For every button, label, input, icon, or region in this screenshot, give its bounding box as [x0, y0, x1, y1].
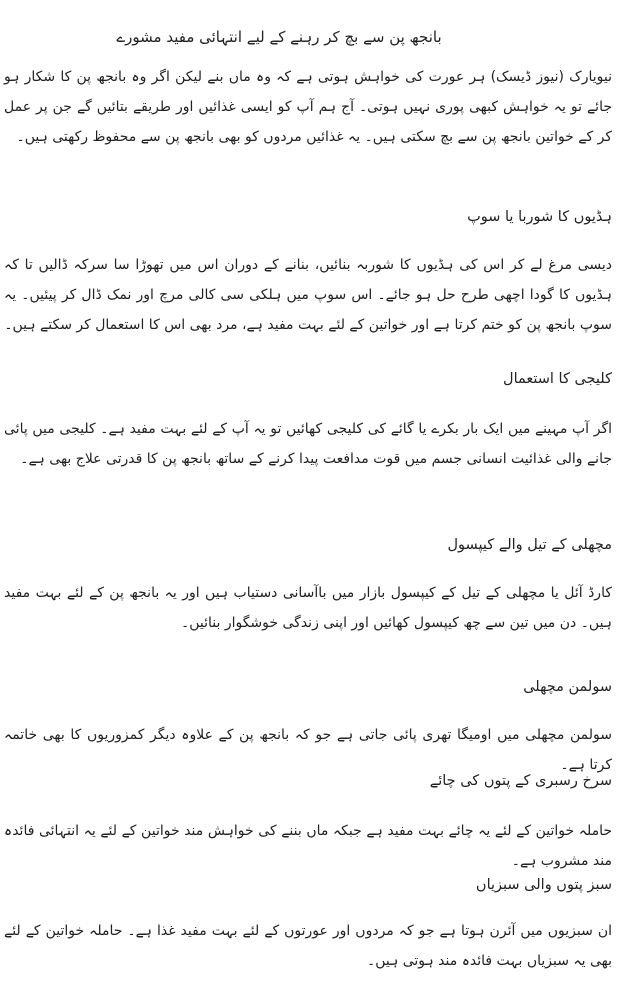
section-paragraph: ان سبزیوں میں آئرن ہوتا ہے جو کہ مردوں اور عورتوں کے لئے بہت مفید غذا ہے۔ حاملہ خواتین کے لئے بھی یہ سبزیاں بہت فائدہ مند ہوتی ہیں۔	[4, 923, 612, 969]
section-heading: سرخ رسبری کے پتوں کی چائے	[429, 773, 612, 789]
section-paragraph: کارڈ آئل یا مچھلی کے تیل کے کیپسول بازار میں باآسانی دستیاب ہیں اور یہ بانجھ پن کے لئے بہت مفید ہیں۔ دن میں تین سے چھ کیپسول کھائیں اور اپنی زندگی خوشگوار بنائیں۔	[4, 585, 612, 631]
section-liver	[4, 368, 612, 474]
section-heading: ہڈیوں کا شوربا یا سوپ	[467, 209, 612, 225]
section-raspberry-tea	[4, 770, 612, 876]
intro-block	[4, 62, 612, 152]
section-paragraph: حاملہ خواتین کے لئے یہ چائے بہت مفید ہے جبکہ ماں بننے کی خواہش مند خواتین کے لئے یہ انتہائی فائدہ مند مشروب ہے۔	[4, 823, 612, 869]
section-fish-oil	[4, 534, 612, 638]
section-heading: سبز پتوں والی سبزیاں	[475, 877, 612, 893]
section-paragraph: دیسی مرغ لے کر اس کی ہڈیوں کا شوربہ بنائیں، بنانے کے دوران اس میں تھوڑا سا سرکہ ڈالیں تا کہ ہڈیوں کا گودا اچھی طرح حل ہو جائے۔ اس سوپ میں ہلکی سی کالی مرچ اور نمک ڈال کر پیئیں۔ یہ سوپ بانجھ پن کو ختم کرتا ہے اور خواتین کے لئے بہت مفید ہے، مرد بھی اس کا استعمال کر سکتے ہیں۔	[4, 257, 612, 333]
section-heading: کلیجی کا استعمال	[503, 371, 612, 387]
section-bone-broth	[4, 206, 612, 340]
section-paragraph: اگر آپ مہینے میں ایک بار بکرے یا گائے کی کلیجی کھائیں تو یہ آپ کے لئے بہت مفید ہے۔ کلیجی میں پائی جانے والی غذائیت انسانی جسم میں قوت مدافعت پیدا کرنے کے ساتھ بانجھ پن کا قدرتی علاج بھی ہے۔	[4, 421, 612, 467]
section-heading: سولمن مچھلی	[523, 679, 612, 695]
section-salmon	[4, 676, 612, 780]
section-heading: مچھلی کے تیل والے کیپسول	[447, 537, 612, 553]
section-paragraph: سولمن مچھلی میں اومیگا تھری پائی جاتی ہے جو کہ بانجھ پن کے علاوہ دیگر کمزوریوں کا بھی خاتمہ کرتا ہے۔	[4, 727, 612, 773]
article-title: بانجھ پن سے بچ کر رہنے کے لیے انتہائی مفید مشورے	[116, 28, 442, 46]
intro-paragraph: نیویارک (نیوز ڈیسک) ہر عورت کی خواہش ہوتی ہے کہ وہ ماں بنے لیکن اگر وہ بانجھ پن کا شکار ہو جائے تو یہ خواہش کبھی پوری نہیں ہوتی۔ آج ہم آپ کو ایسی غذائیں اور طریقے بتائیں گے جن پر عمل کر کے خواتین بانجھ پن سے بچ سکتی ہیں۔ یہ غذائیں مردوں کو بھی بانجھ پن سے محفوظ رکھتی ہیں۔	[4, 69, 612, 145]
section-green-vegetables	[4, 874, 612, 976]
